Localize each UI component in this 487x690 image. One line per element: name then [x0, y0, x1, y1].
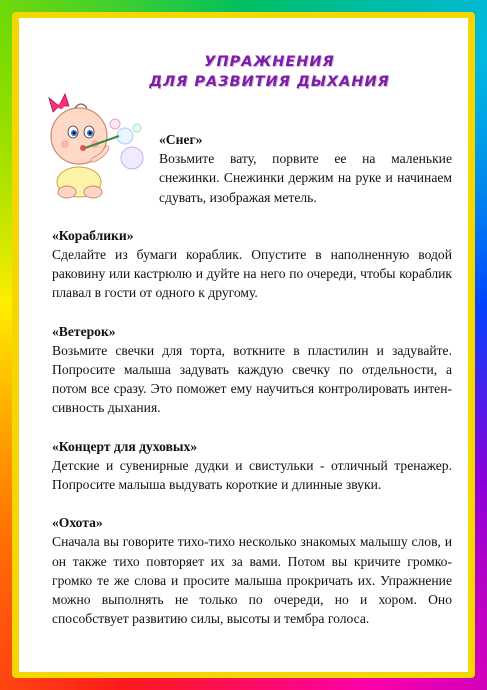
exercise-boats [52, 226, 452, 303]
exercise-text: Детские и сувенирные дудки и свистульки - отличный тренажер. Попросите малыша выдувать короткие и длинные звуки. [52, 457, 452, 493]
title-line-2: ДЛЯ РАЗВИТИЯ ДЫХАНИЯ [149, 74, 390, 90]
exercise-heading: «Кораблики» [52, 227, 134, 243]
exercise-heading: «Концерт для духовых» [52, 438, 198, 454]
exercises-list [52, 130, 452, 647]
exercise-wind-concert [52, 437, 452, 495]
exercise-snow [159, 130, 452, 207]
exercise-heading: «Охота» [52, 515, 103, 531]
exercise-hunt [52, 513, 452, 628]
exercise-heading: «Ветерок» [52, 323, 116, 339]
exercise-text: Возьмите вату, порвите ее на маленькие снежинки. Снежинки держим на руке и начинаем сдувать, изображая метель. [159, 151, 452, 205]
exercise-heading: «Снег» [159, 132, 203, 147]
page [19, 18, 468, 672]
exercise-text: Возьмите свечки для торта, воткните в пластилин и задувайте. Попросите малыша задувать каждую свечку по отдельности, а потом все сразу. Это поможет ему научиться контролировать интен-сивность дыхания. [52, 342, 452, 416]
exercise-text: Сначала вы говорите тихо-тихо несколько знакомых малышу слов, и он также тихо повторяет их за вами. Потом вы кричите громко-громко те же слова и просите малыша прокричать их. Упражнение можно выполнять не только по очереди, но и хором. Оно способствует развитию силы, высоты и тембра голоса. [52, 534, 452, 627]
title-line-1: УПРАЖНЕНИЯ [204, 54, 335, 70]
exercise-breeze [52, 322, 452, 418]
exercise-text: Сделайте из бумаги кораблик. Опустите в наполненную водой раковину или кастрюлю и дуйте на него по очереди, чтобы кораблик плавал в гости от одного к другому. [52, 247, 452, 301]
